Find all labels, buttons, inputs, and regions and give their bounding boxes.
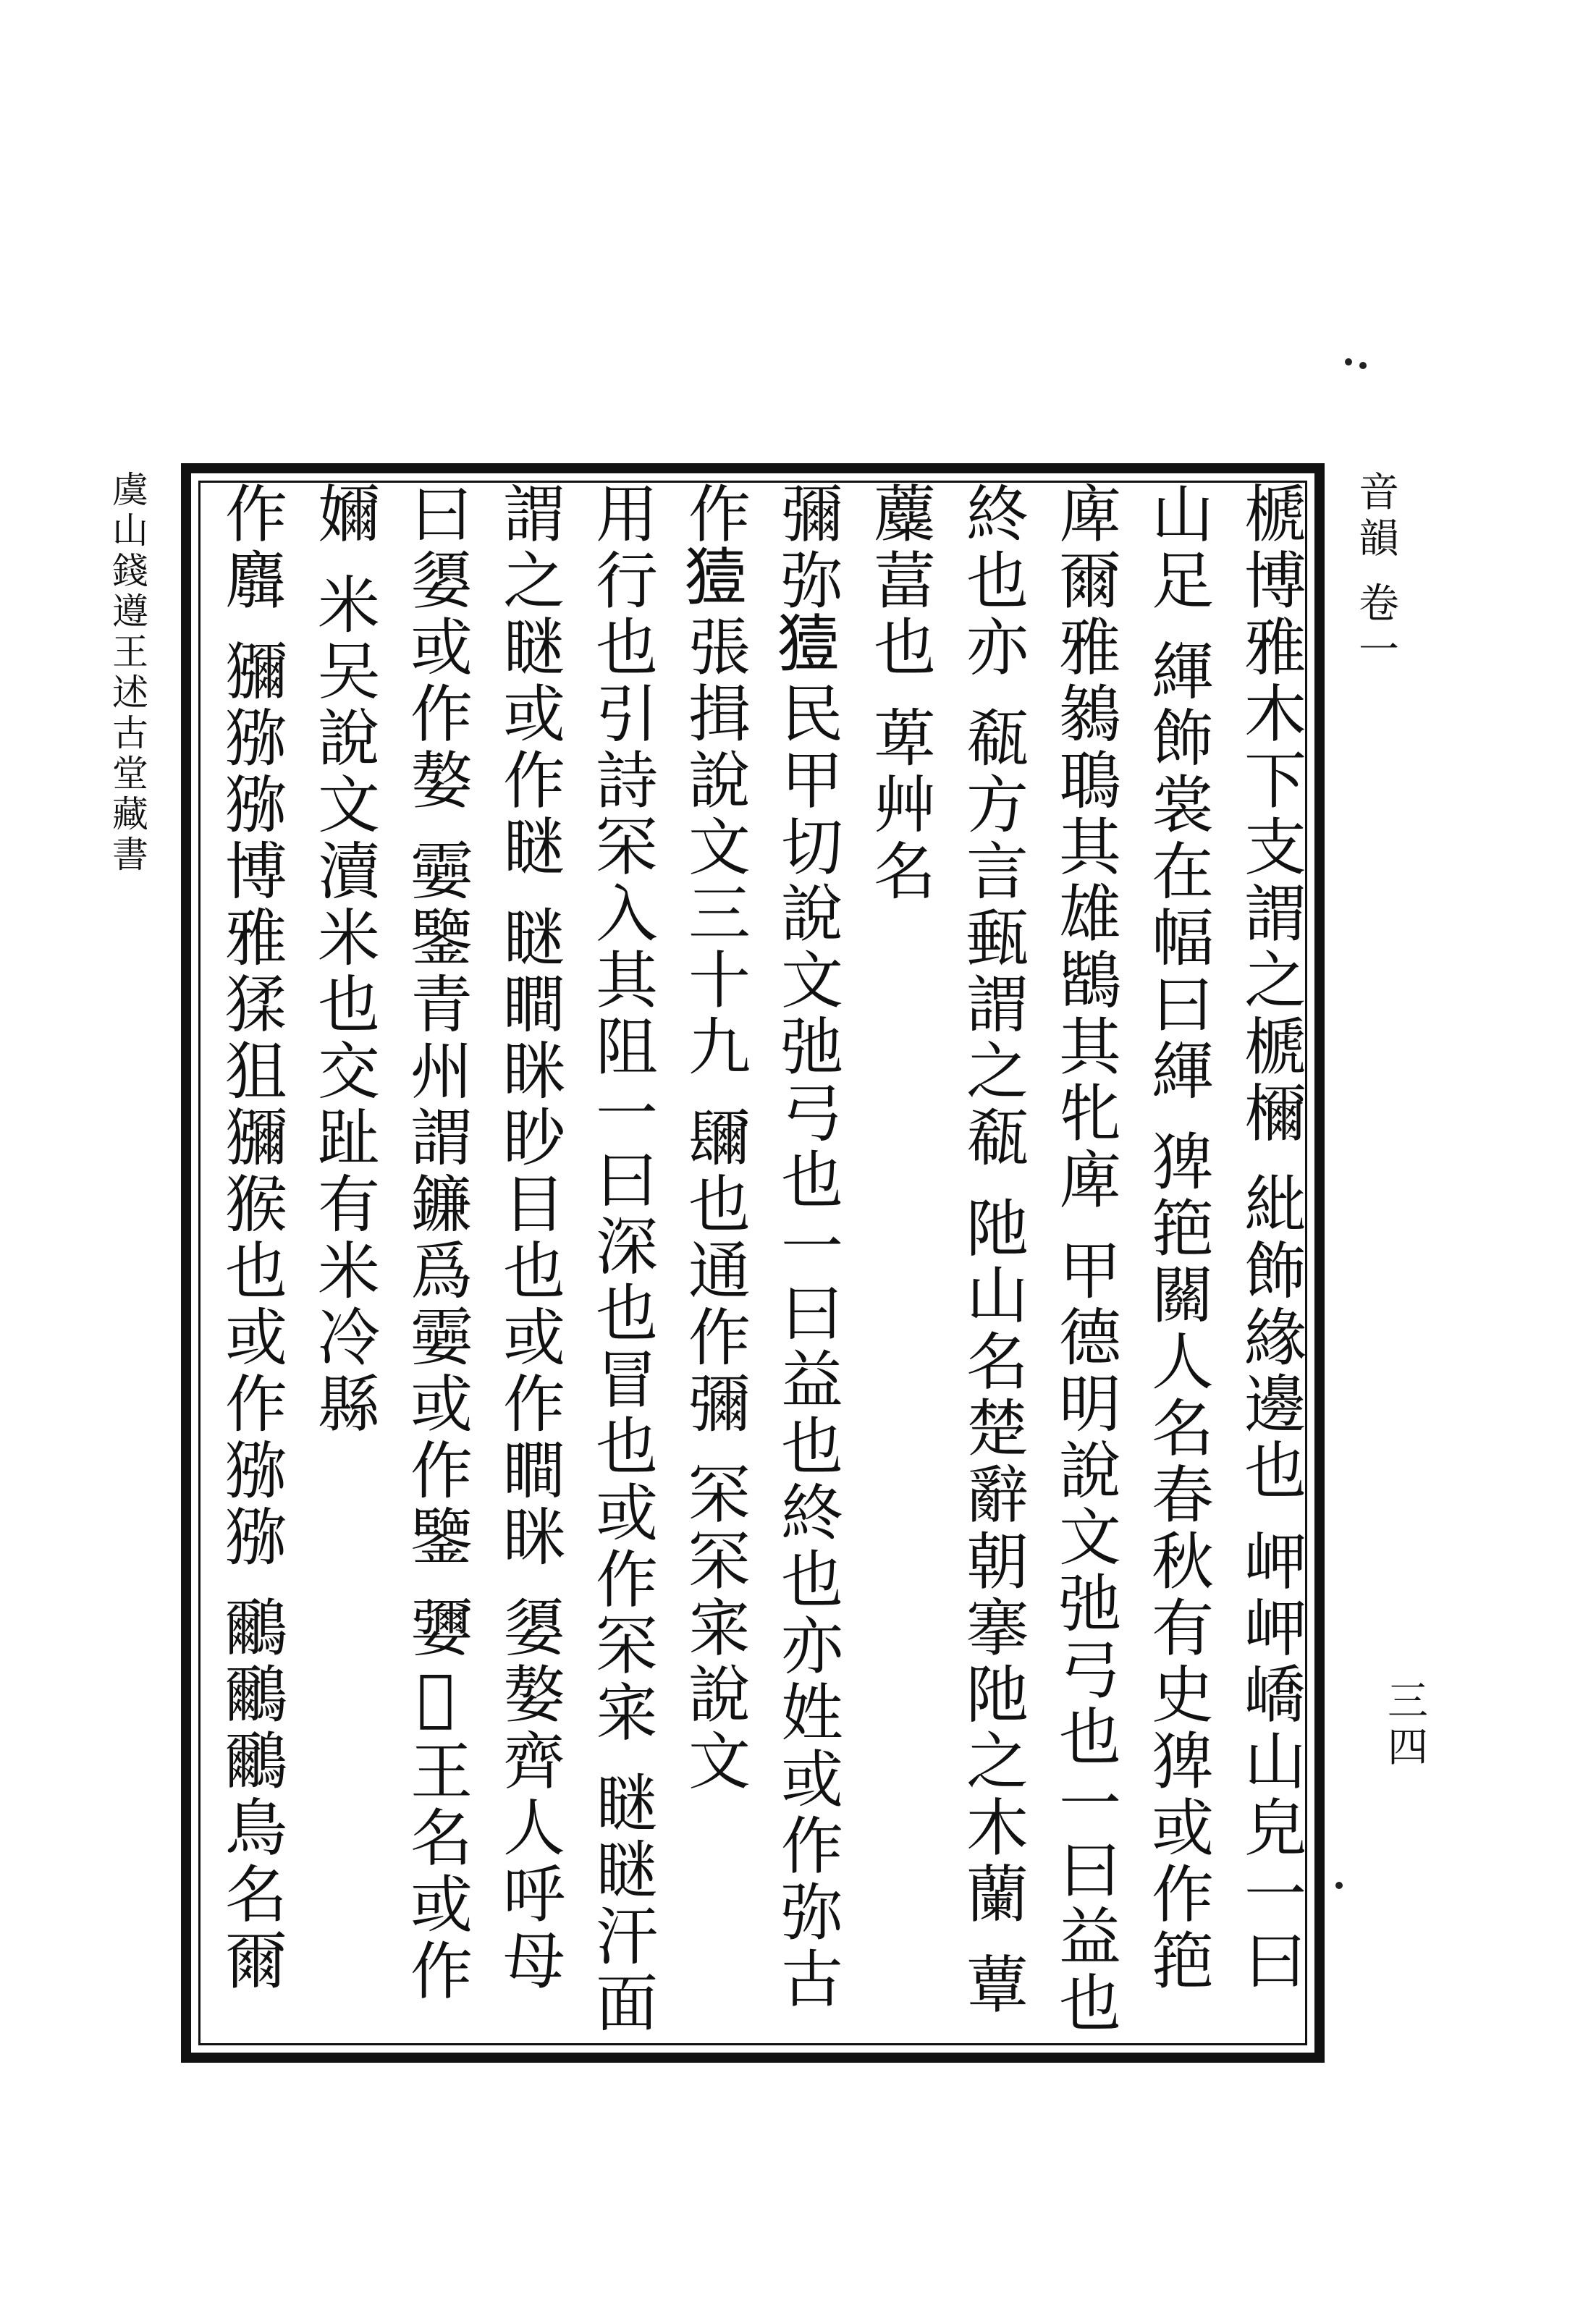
text-column: 作麛 獼猕猕博雅猱狙獼猴也或作猕猕 鸍鸍鸍鳥名爾	[214, 481, 287, 1995]
scan-speck	[1345, 358, 1352, 365]
main-text-block	[194, 481, 1316, 2045]
top-margin-label: 音韻 卷一	[1352, 470, 1399, 675]
collection-seal-label: 虞山錢遵王述古堂藏書	[106, 470, 148, 876]
text-column: 庳爾雅鶨鵈其雄鶛其牝庳 甲德明說文弛弓也一曰益也終也亦 瓻方言甀謂之瓻 阤山名楚辭朝搴阤之木蘭 蕈蘪葍也 萆艸名	[863, 481, 1120, 2037]
scan-speck	[1335, 1882, 1343, 1889]
text-column: 曰嬃或作嫯 孁鑒青州謂鐮爲孁或作鑒 㜷𡟁王名或作嬭 米㕦說文瀆米也交趾有米冷縣	[307, 481, 472, 2005]
page-number: 三四	[1381, 1679, 1428, 1772]
scan-speck	[1359, 362, 1367, 369]
text-column: 彌弥𤡬民甲切說文弛弓也一曰益也終也亦姓或作弥古作𤡬張揖說文三十九 镾也通作彌 罙罙宷說文	[677, 481, 843, 2013]
text-column: 用行也引詩罙入其阻一曰深也冒也或作罙宷 瞇瞇汗面謂之瞇或作瞇 瞇瞷眯眇目也或作瞷眯 嬃嫯齊人呼母	[492, 481, 657, 2037]
text-column: 榹博雅木下支謂之榹檷 紕飾緣邊也 岬岬嶠山皃一曰山足 緷飾裳在幅曰緷 猈筢關人名春秋有史猈或作筢	[1141, 481, 1306, 1995]
